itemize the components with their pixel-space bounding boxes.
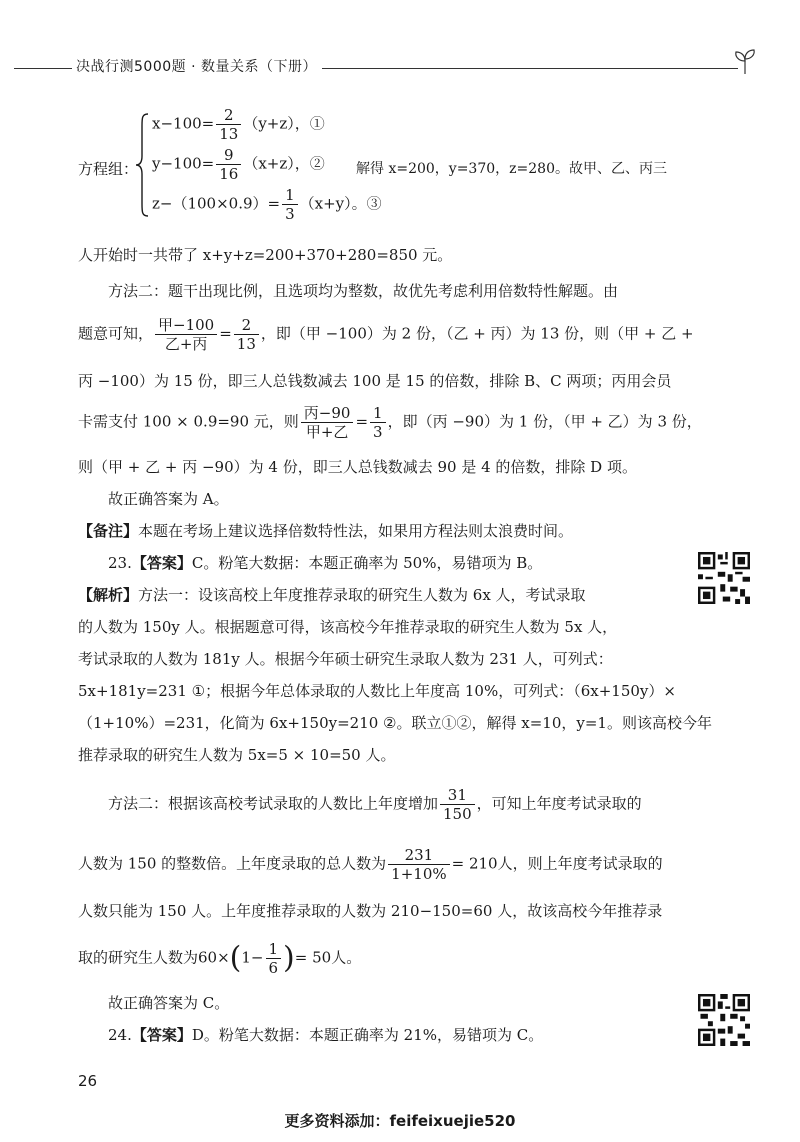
line-3 [78,316,694,353]
line-17-frac-num: 231 [388,846,449,865]
equation-1 [152,106,325,143]
eq1-numerator: 2 [216,106,241,125]
line-9 [108,552,542,574]
eq3-denominator: 3 [285,205,295,223]
eq2-fraction [216,146,241,183]
qr-code-icon[interactable] [698,552,750,604]
line-3-frac2-num: 2 [234,316,259,335]
right-paren: ) [283,940,295,976]
qr-code-icon[interactable] [698,994,750,1046]
running-header [0,46,800,76]
analysis-text: 方法一：设该高校上年度推荐录取的研究生人数为 6x 人，考试录取 [138,586,586,604]
header-rule-left [14,68,72,69]
equation-solution: 解得 x=200，y=370，z=280。故甲、乙、丙三 [356,161,667,177]
line-19-frac-num: 1 [266,940,282,959]
line-3-equals: = [219,324,232,343]
line-5-pre: 卡需支付 100 × 0.9=90 元，则 [78,412,299,431]
line-2: 方法二：题干出现比例，且选项均为整数，故优先考虑利用倍数特性解题。由 [108,282,619,300]
question-23-number: 23. [108,554,132,572]
line-19 [78,940,361,977]
line-7: 故正确答案为 A。 [108,490,229,508]
answer-text-23: C。粉笔大数据：本题正确率为 50%，易错项为 B。 [191,554,543,572]
line-3-fraction-1 [155,316,217,353]
line-5-post: ，即（丙 −90）为 1 份，（甲 + 乙）为 3 份， [387,412,702,431]
line-3-fraction-2 [234,316,259,353]
line-5-fraction-2 [370,404,386,441]
line-5-fraction-1 [301,404,354,441]
line-16-pre: 方法二：根据该高校考试录取的人数比上年度增加 [108,794,439,813]
answer-tag-24: 【答案】 [131,1026,192,1044]
line-17 [78,846,663,883]
line-11: 的人数为 150y 人。根据题意可得，该高校今年推荐录取的研究生人数为 5x 人， [78,618,618,636]
line-3-frac1-den: 乙+丙 [164,335,208,353]
remark-tag: 【备注】 [78,522,139,540]
eq1-lhs: x−100= [152,114,215,133]
line-5-frac1-den: 甲+乙 [305,423,349,441]
line-16-frac-den: 150 [443,805,472,823]
line-13: 5x+181y=231 ①；根据今年总体录取的人数比上年度高 10%，可列式：（6x+150y）× [78,682,676,700]
line-10 [78,584,586,606]
footer-note: 更多资料添加：feifeixuejie520 [284,1112,516,1130]
line-21 [108,1024,543,1046]
remark-text: 本题在考场上建议选择倍数特性法，如果用方程法则太浪费时间。 [138,522,574,540]
eq3-fraction [282,186,298,223]
line-4: 丙 −100）为 15 份，即三人总钱数减去 100 是 15 的倍数，排除 B、C 两项；丙用会员 [78,372,672,390]
line-16-frac-num: 31 [440,786,475,805]
line-17-post: = 210人，则上年度考试录取的 [451,854,663,873]
eq2-rhs: （x+z），② [243,154,325,173]
line-16-post: ，可知上年度考试录取的 [476,794,642,813]
line-3-frac2-den: 13 [236,335,256,353]
analysis-tag: 【解析】 [78,586,139,604]
eq3-lhs: z−（100×0.9）= [152,194,281,213]
eq2-denominator: 16 [219,165,239,183]
question-24-number: 24. [108,1026,132,1044]
line-8 [78,520,573,542]
eq1-fraction [216,106,241,143]
line-17-frac-den: 1+10% [391,865,447,883]
left-paren: ( [229,940,242,976]
line-1: 人开始时一共带了 x+y+z=200+370+280=850 元。 [78,246,453,264]
line-17-fraction [388,846,449,883]
eq2-lhs: y−100= [152,154,215,173]
line-5 [78,404,702,441]
line-19-one-minus: 1− [241,948,264,967]
line-20: 故正确答案为 C。 [108,994,230,1012]
line-19-fraction [266,940,282,977]
line-3-frac1-num: 甲−100 [155,316,217,335]
eq2-numerator: 9 [216,146,241,165]
line-16 [108,786,642,823]
equation-2 [152,146,325,183]
line-5-frac2-den: 3 [373,423,383,441]
equation-3 [152,186,382,223]
line-12: 考试录取的人数为 181y 人。根据今年硕士研究生录取人数为 231 人，可列式： [78,650,613,668]
line-15: 推荐录取的研究生人数为 5x=5 × 10=50 人。 [78,746,396,764]
line-16-fraction [440,786,475,823]
line-3-post: ，即（甲 −100）为 2 份，（乙 + 丙）为 13 份，则（甲 + 乙 + [260,324,694,343]
line-19-frac-den: 6 [268,959,279,977]
eq3-numerator: 1 [282,186,298,205]
line-5-equals: = [355,412,369,431]
eq1-rhs: （y+z），① [243,114,325,133]
line-5-frac2-num: 1 [370,404,386,423]
line-6: 则（甲 + 乙 + 丙 −90）为 4 份，即三人总钱数减去 90 是 4 的倍数，排除 D 项。 [78,458,637,476]
eq1-denominator: 13 [219,125,239,143]
sprout-icon [732,46,758,76]
line-19-pre: 取的研究生人数为60× [78,948,230,967]
equation-system-label: 方程组： [78,160,139,178]
answer-text-24: D。粉笔大数据：本题正确率为 21%，易错项为 C。 [191,1026,544,1044]
answer-tag-23: 【答案】 [131,554,192,572]
curly-brace [134,112,150,218]
line-3-pre: 题意可知， [78,324,154,343]
header-rule-right [322,68,738,69]
line-19-post: = 50人。 [294,948,362,967]
line-5-frac1-num: 丙−90 [301,404,354,423]
page-number: 26 [78,1072,98,1090]
header-title: 决战行测5000题 · 数量关系（下册） [76,59,317,75]
line-14: （1+10%）=231，化简为 6x+150y=210 ②。联立①②，解得 x=10，y=1。则该高校今年 [78,714,712,732]
line-17-pre: 人数为 150 的整数倍。上年度录取的总人数为 [78,854,387,873]
eq3-rhs: （x+y）。③ [299,194,382,213]
line-18: 人数只能为 150 人。上年度推荐录取的人数为 210−150=60 人，故该高校今年推荐录 [78,902,663,920]
